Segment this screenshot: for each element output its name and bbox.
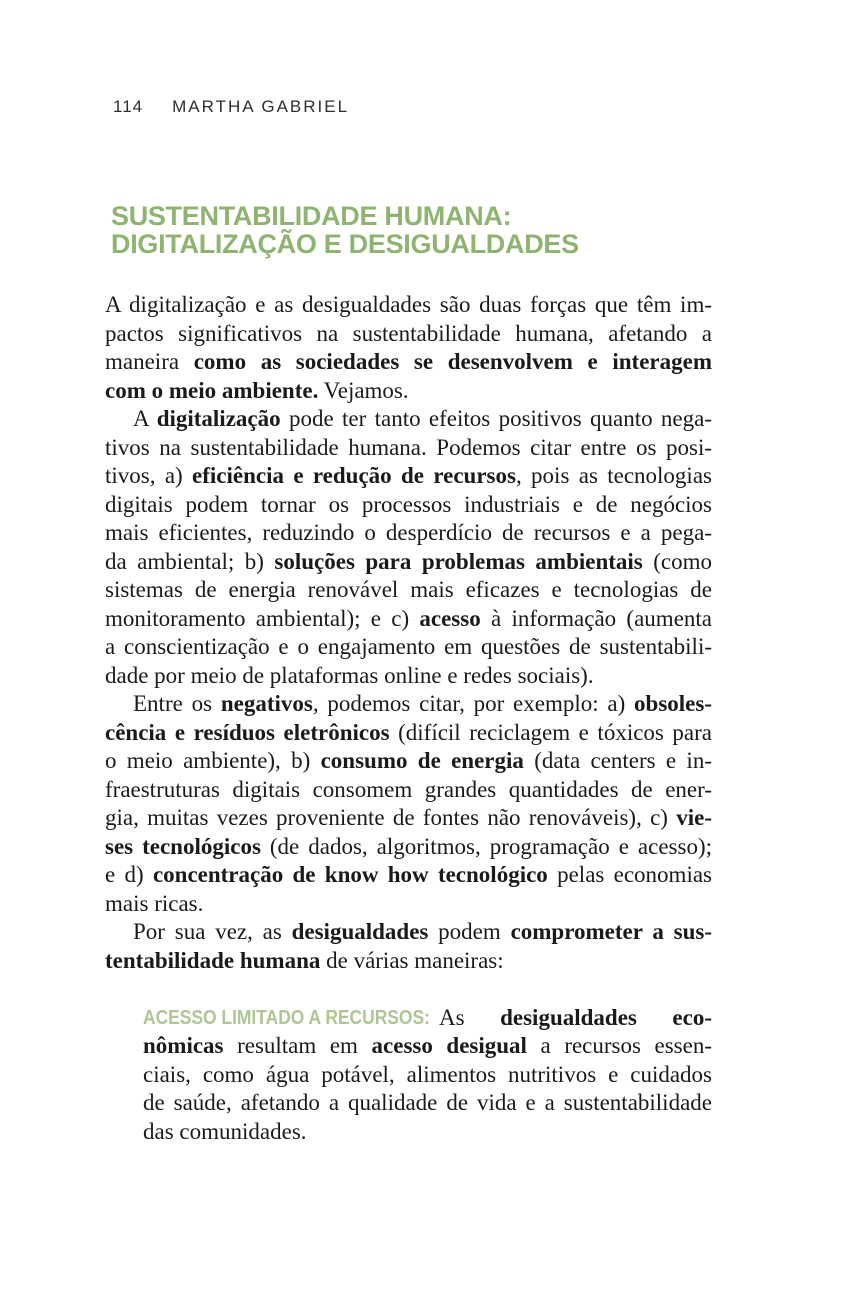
text-line [105,348,712,377]
body-text [105,291,712,1146]
regular-text: , podemos citar, por exemplo: a) [312,691,635,716]
text-line [105,320,712,349]
regular-text: Entre os [133,691,221,716]
text-line [105,861,712,890]
text-line [143,1089,712,1118]
regular-text: a recursos essen- [526,1033,713,1058]
text-line [105,462,712,491]
bold-text: com o meio ambiente. [105,377,319,403]
bold-text: ses tecnológicos [105,833,261,859]
text-line [105,719,712,748]
text-line [143,1004,712,1033]
regular-text: pode ter tanto efeitos positivos quanto nega- [280,406,712,431]
text-line [105,890,712,919]
regular-text: digitais podem tornar os processos industriais e de negócios [105,491,712,517]
bold-text: soluções para problemas ambientais [274,548,643,574]
regular-text: A [133,406,157,431]
regular-text: (como [642,548,712,574]
bold-text: comprometer a sus- [510,919,712,944]
regular-text: e d) [105,862,153,887]
bold-text: negativos [220,691,313,716]
text-line [105,434,712,463]
regular-text: Vejamos. [318,377,409,403]
bold-text: concentração de know how tecnológico [152,862,548,887]
text-line [143,1118,712,1147]
regular-text: à informação (aumenta [480,605,712,631]
text-line [105,690,712,719]
text-line [105,405,712,434]
bold-text: eficiência e redução de recursos [192,463,516,488]
page-header [113,98,349,115]
text-line [105,776,712,805]
text-line [105,833,712,862]
text-line [105,662,712,691]
regular-text: , pois as tecnologias [515,463,712,488]
text-line [143,1032,712,1061]
subsection-label: ACESSO LIMITADO A RECURSOS: [143,1005,430,1029]
regular-text: maneira [105,349,194,374]
text-line [105,491,712,520]
text-line [105,576,712,605]
regular-text: As [439,1004,501,1030]
bold-text: vie- [676,805,712,830]
section-title [111,202,579,258]
bold-text: cência e resíduos eletrônicos [105,719,390,745]
text-line [105,918,712,947]
regular-text: das comunidades. [143,1118,307,1144]
regular-text: fraestruturas digitais consomem grandes quantidades de ener- [105,776,712,802]
regular-text: tivos na sustentabilidade humana. Podemos citar entre os posi- [105,434,712,460]
text-line [105,747,712,776]
regular-text: a conscientização e o engajamento em questões de sustentabili- [105,634,712,659]
regular-text: mais ricas. [105,890,204,916]
regular-text: (difícil reciclagem e tóxicos para [389,719,712,745]
text-line [105,804,712,833]
bold-text: consumo de energia [320,748,524,773]
regular-text: ciais, como água potável, alimentos nutritivos e cuidados [143,1061,712,1087]
regular-text: resultam em [223,1033,372,1058]
regular-text: mais eficientes, reduzindo o desperdício de recursos e a pega- [105,520,712,545]
regular-text: gia, muitas vezes proveniente de fontes não renováveis), c) [105,805,677,830]
regular-text: pactos significativos na sustentabilidade humana, afetando a [105,320,712,346]
author-name: MARTHA GABRIEL [172,97,350,116]
bold-text: como as sociedades se desenvolvem e interagem [193,349,712,374]
regular-text: (data centers e in- [523,748,712,773]
regular-text: A digitalização e as desigualdades são duas forças que têm im- [105,292,712,317]
text-line [105,633,712,662]
text-line [105,377,712,406]
regular-text: (de dados, algoritmos, programação e acesso); [260,833,713,859]
regular-text: podem [428,919,511,944]
regular-text: sistemas de energia renovável mais eficazes e tecnologias de [105,577,712,602]
section-title-line-1: SUSTENTABILIDADE HUMANA: [111,201,512,231]
regular-text: da ambiental; b) [105,548,275,574]
regular-text: o meio ambiente), b) [105,748,321,773]
text-line [105,947,712,976]
section-title-line-2: DIGITALIZAÇÃO E DESIGUALDADES [111,229,579,259]
bold-text: nômicas [143,1033,224,1058]
regular-text: monitoramento ambiental); e c) [105,605,420,631]
regular-text: tivos, a) [105,463,193,488]
regular-text: dade por meio de plataformas online e redes sociais). [105,662,594,688]
bold-text: tentabilidade humana [105,947,321,973]
bold-text: obsoles- [634,691,712,716]
text-line [105,291,712,320]
page-number: 114 [113,97,144,116]
regular-text: pelas economias [547,862,712,887]
bold-text: desigualdades [291,919,429,944]
text-line [143,1061,712,1090]
text-line [105,519,712,548]
bold-text: acesso desigual [371,1033,527,1058]
regular-text: de várias maneiras: [320,947,504,973]
regular-text: de saúde, afetando a qualidade de vida e a sustentabilidade [143,1090,712,1115]
text-line [105,548,712,577]
bold-text: acesso [419,605,481,631]
text-line [105,605,712,634]
regular-text: Por sua vez, as [133,919,292,944]
bold-text: desigualdades eco- [500,1004,712,1030]
bold-text: digitalização [156,406,281,431]
